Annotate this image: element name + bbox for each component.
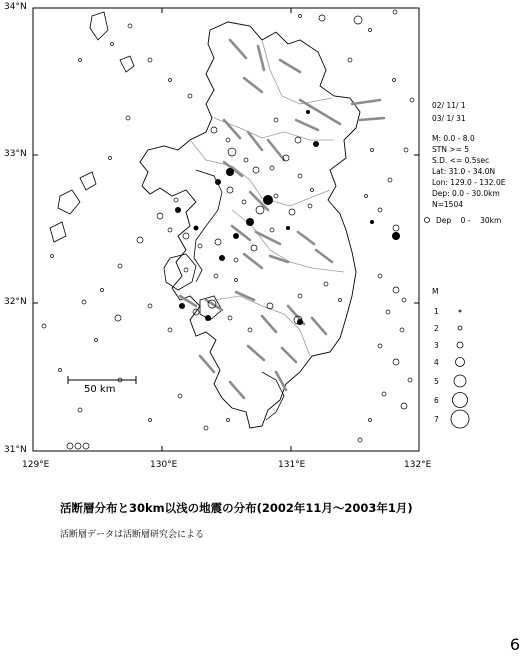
lon-label-131: 131°E [278,460,306,470]
info-lat: Lat: 31.0 - 34.0N [432,167,496,176]
goto-islands [50,172,96,242]
info-lon: Lon: 129.0 - 132.0E [432,178,506,187]
legend-depth-symbol [425,218,430,223]
lat-label-33: 33°N [4,149,27,159]
legend-mag-4: 4 [434,358,439,367]
legend-mag-2: 2 [434,324,439,333]
iki-tsushima [90,12,134,72]
legend-mag-7: 7 [434,415,439,424]
epicenters-filled [175,110,400,325]
ariake-sea [194,170,222,282]
legend-depth-label: Dep 0 - 30km [436,216,502,225]
info-sd: S.D. <= 0.5sec [432,156,490,165]
legend-mag-3: 3 [434,341,439,350]
lat-label-31: 31°N [4,445,27,455]
legend-magnitude-title: M [432,287,439,296]
lon-label-129: 129°E [22,460,50,470]
info-period-start: 02/ 11/ 1 [432,101,466,110]
page-number: 6 [509,635,520,654]
info-stn: STN >= 5 [432,145,470,154]
scale-bar [68,376,136,384]
active-faults [180,40,384,398]
lon-label-130: 130°E [150,460,178,470]
lat-label-32: 32°N [4,297,27,307]
legend-magnitude-circles [451,310,469,428]
info-magnitude: M: 0.0 - 8.0 [432,134,475,143]
figure-subtitle: 活断層データは活断層研究会による [60,530,205,540]
legend-mag-6: 6 [434,396,439,405]
legend-mag-1: 1 [434,307,439,316]
figure-title: 活断層分布と30km以浅の地震の分布(2002年11月～2003年1月) [60,501,413,515]
legend-mag-5: 5 [434,377,439,386]
info-count: N=1504 [432,200,463,209]
info-period-end: 03/ 1/ 31 [432,114,466,123]
lat-label-34: 34°N [4,2,27,12]
info-dep: Dep: 0.0 - 30.0km [432,189,500,198]
scale-bar-label: 50 km [84,384,116,395]
lon-label-132: 132°E [404,460,432,470]
